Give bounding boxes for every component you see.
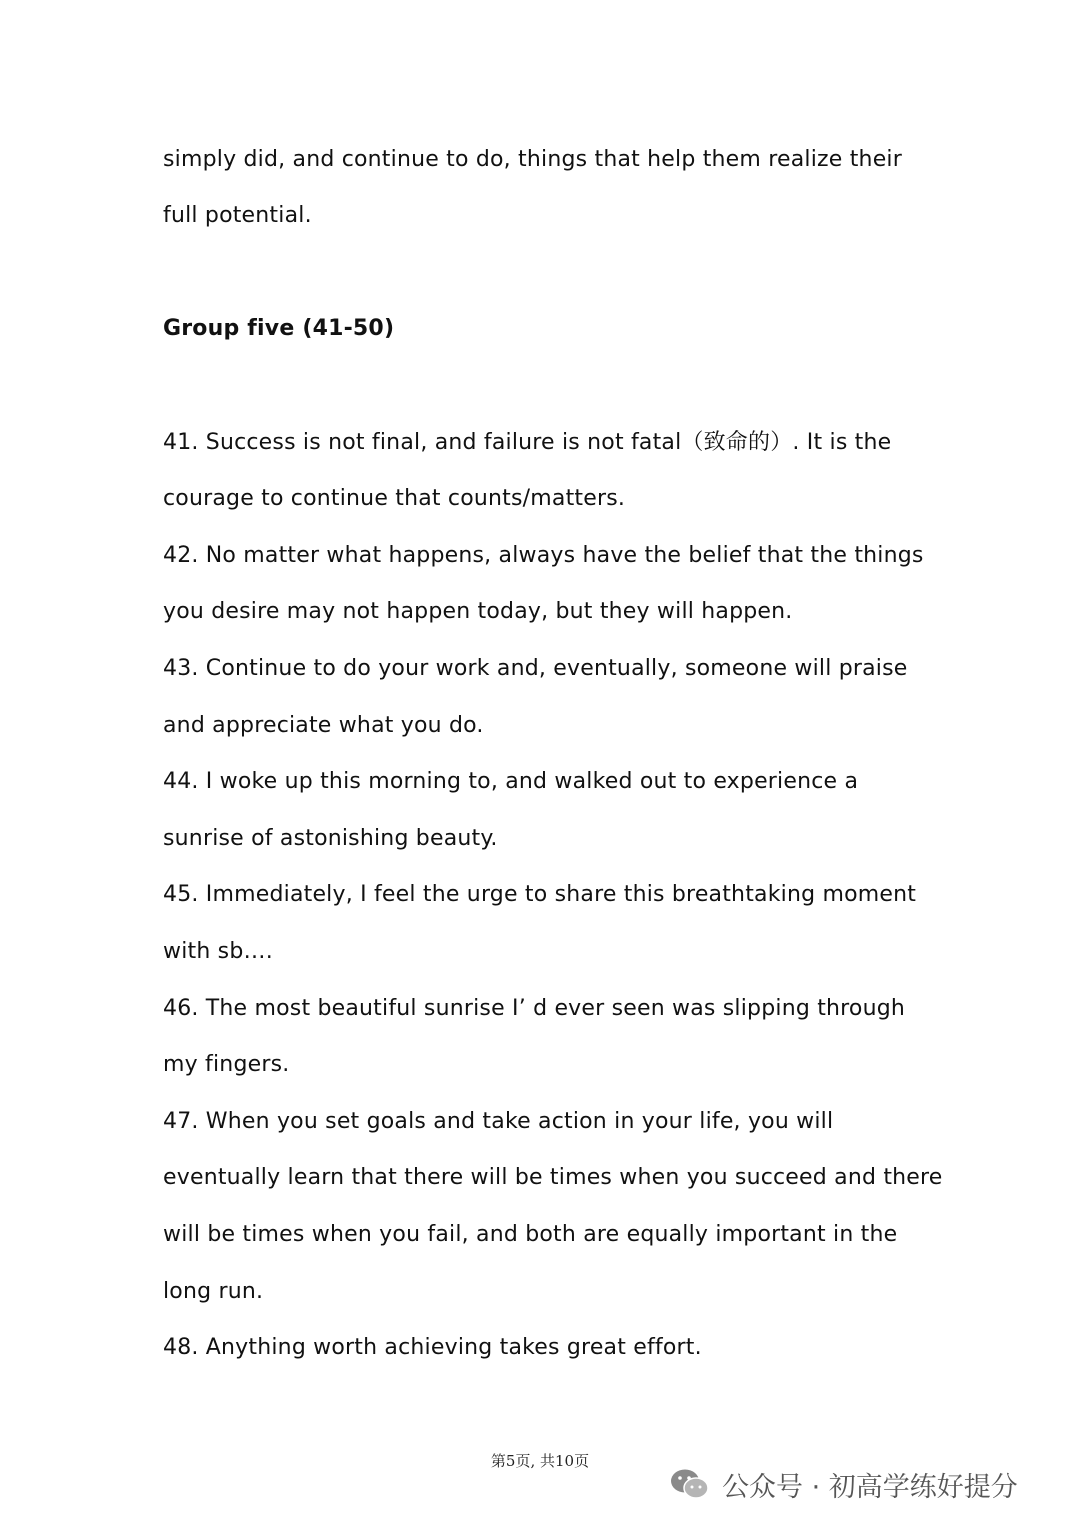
watermark-text: 公众号 · 初高学练好提分 (722, 1471, 1018, 1503)
wechat-icon (668, 1466, 712, 1502)
text-line: eventually learn that there will be times when you succeed and there (163, 1165, 943, 1190)
text-line: 48. Anything worth achieving takes great effort. (163, 1335, 702, 1360)
text-line: my fingers. (163, 1052, 290, 1077)
text-line: simply did, and continue to do, things that help them realize their (163, 147, 902, 172)
text-line: 46. The most beautiful sunrise I’ d ever seen was slipping through (163, 996, 906, 1021)
text-line: 43. Continue to do your work and, eventually, someone will praise (163, 656, 908, 681)
text-line: long run. (163, 1279, 264, 1304)
text-line: with sb…. (163, 939, 273, 964)
text-line: 42. No matter what happens, always have the belief that the things (163, 543, 924, 568)
text-line: 47. When you set goals and take action in your life, you will (163, 1109, 834, 1134)
text-line: sunrise of astonishing beauty. (163, 826, 498, 851)
text-line: will be times when you fail, and both are equally important in the (163, 1222, 898, 1247)
text-line: full potential. (163, 203, 312, 228)
watermark (668, 1464, 1018, 1504)
text-line: 44. I woke up this morning to, and walked out to experience a (163, 769, 859, 794)
text-line: 41. Success is not final, and failure is not fatal（致命的）. It is the (163, 430, 892, 455)
text-line: you desire may not happen today, but they will happen. (163, 599, 793, 624)
section-heading: Group five (41-50) (163, 316, 395, 341)
text-line: 45. Immediately, I feel the urge to share this breathtaking moment (163, 882, 917, 907)
page-number: 第5页, 共10页 (490, 1452, 590, 1470)
text-line: courage to continue that counts/matters. (163, 486, 626, 511)
text-line: and appreciate what you do. (163, 713, 484, 738)
